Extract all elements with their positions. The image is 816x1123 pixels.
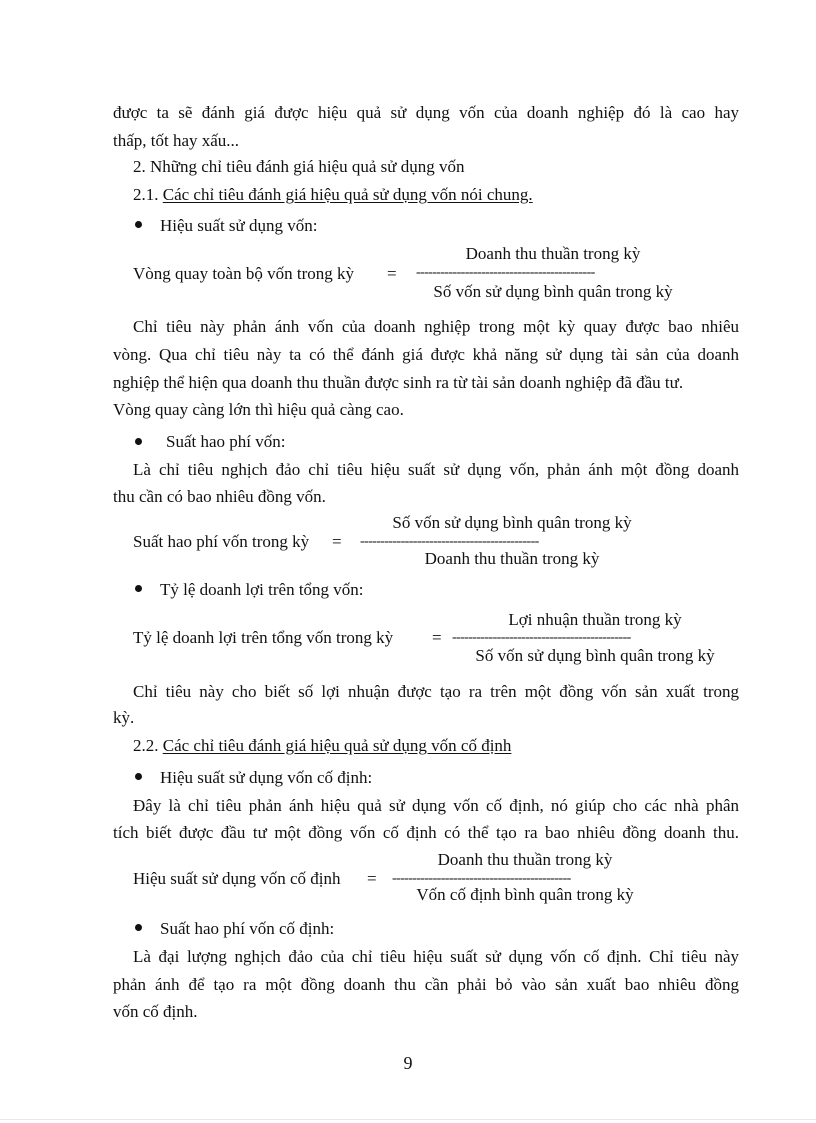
bullet-icon [135,773,142,780]
paragraph-line: thu cần có bao nhiêu đồng vốn. [113,487,326,506]
formula-denominator: Doanh thu thuần trong kỳ [424,549,600,568]
paragraph-line: Đây là chỉ tiêu phản ánh hiệu quả sử dụng vốn cố định, nó giúp cho các nhà phân [133,796,739,815]
bullet-icon [135,221,142,228]
bullet-title: Hiệu suất sử dụng vốn cố định: [160,768,373,787]
bullet-title: Hiệu suất sử dụng vốn: [160,216,318,235]
formula-equals: = [332,532,342,551]
bullet-icon [135,924,142,931]
bullet-title: Suất hao phí vốn cố định: [160,919,335,938]
fraction-bar: -------------------------------------------- [392,874,571,884]
paragraph-line: được ta sẽ đánh giá được hiệu quả sử dụng vốn của doanh nghiệp đó là cao hay [113,103,739,122]
section-heading: 2. Những chỉ tiêu đánh giá hiệu quả sử dụng vốn [133,157,465,176]
bullet-title: Tỷ lệ doanh lợi trên tổng vốn: [160,580,364,599]
subsection-heading [133,735,511,757]
subsection-heading [133,184,533,206]
formula-equals: = [367,869,377,888]
formula-numerator: Lợi nhuận thuần trong kỳ [508,610,682,629]
formula-equals: = [387,264,397,283]
formula-denominator: Số vốn sử dụng bình quân trong kỳ [433,282,673,301]
bullet-icon [135,438,142,445]
subsection-number: 2.2. [133,736,159,755]
subsection-number: 2.1. [133,185,159,204]
paragraph-line: nghiệp thể hiện qua doanh thu thuần được sinh ra từ tài sản doanh nghiệp đã đầu tư. [113,373,684,392]
formula-lhs: Vòng quay toàn bộ vốn trong kỳ [133,264,354,283]
paragraph-line: vòng. Qua chỉ tiêu này ta có thể đánh giá được khả năng sử dụng tài sản của doanh [113,345,739,364]
paragraph-line: Vòng quay càng lớn thì hiệu quả càng cao. [113,400,404,419]
bullet-title: Suất hao phí vốn: [166,432,286,451]
paragraph-line: phản ánh để tạo ra một đồng doanh thu cần phải bỏ vào sản xuất bao nhiêu đồng [113,975,739,994]
paragraph-line: Là đại lượng nghịch đảo của chỉ tiêu hiệu suất sử dụng vốn cố định. Chỉ tiêu này [133,947,739,966]
paragraph-line: Là chỉ tiêu nghịch đảo chỉ tiêu hiệu suất sử dụng vốn, phản ánh một đồng doanh [133,460,739,479]
bullet-icon [135,585,142,592]
formula-lhs: Suất hao phí vốn trong kỳ [133,532,310,551]
subsection-title: Các chỉ tiêu đánh giá hiệu quả sử dụng vốn cố định [162,736,512,755]
paragraph-line: tích biết được đầu tư một đồng vốn cố định có thể tạo ra bao nhiêu đồng doanh thu. [113,823,739,842]
formula-numerator: Doanh thu thuần trong kỳ [437,850,613,869]
formula-equals: = [432,628,442,647]
formula-numerator: Số vốn sử dụng bình quân trong kỳ [392,513,632,532]
formula-denominator: Số vốn sử dụng bình quân trong kỳ [475,646,715,665]
fraction-bar: -------------------------------------------- [360,537,539,547]
page-edge-divider [0,1119,816,1120]
page-number: 9 [403,1053,413,1073]
formula-denominator: Vốn cố định bình quân trong kỳ [416,885,634,904]
subsection-title: Các chỉ tiêu đánh giá hiệu quả sử dụng vốn nói chung. [162,185,533,204]
paragraph-line: Chỉ tiêu này cho biết số lợi nhuận được tạo ra trên một đồng vốn sản xuất trong [133,682,739,701]
formula-lhs: Tỷ lệ doanh lợi trên tổng vốn trong kỳ [133,628,394,647]
paragraph-line: thấp, tốt hay xấu... [113,131,240,150]
formula-numerator: Doanh thu thuần trong kỳ [465,244,641,263]
paragraph-line: Chỉ tiêu này phản ánh vốn của doanh nghiệp trong một kỳ quay được bao nhiêu [133,317,739,336]
fraction-bar: -------------------------------------------- [416,268,595,278]
paragraph-line: kỳ. [113,708,135,727]
formula-lhs: Hiệu suất sử dụng vốn cố định [133,869,341,888]
paragraph-line: vốn cố định. [113,1002,198,1021]
fraction-bar: -------------------------------------------- [452,633,631,643]
